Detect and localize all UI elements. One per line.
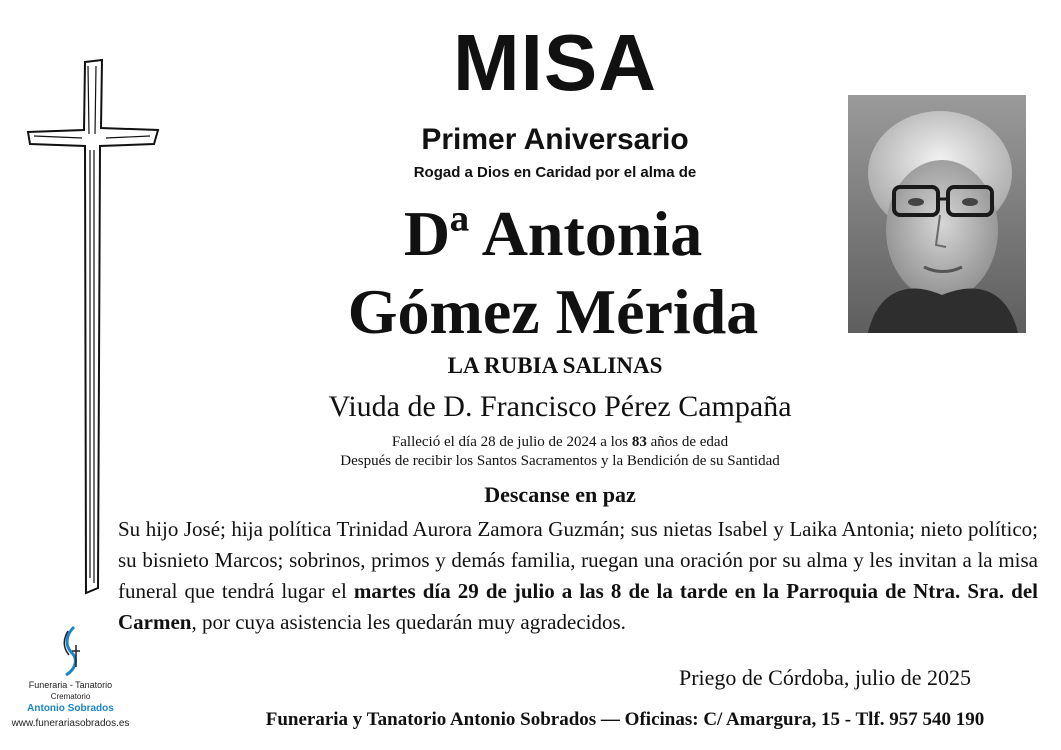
deceased-name-line1: Dª Antonia [403, 198, 703, 269]
death-info [260, 433, 860, 452]
sacraments-line: Después de recibir los Santos Sacramentos y la Bendición de su Santidad [340, 453, 780, 469]
rest-in-peace: Descanse en paz [484, 482, 636, 507]
prayer-line: Rogad a Dios en Caridad por el alma de [413, 164, 697, 181]
website-link[interactable]: www.funerariasobrados.es [11, 718, 130, 729]
nickname: LA RUBIA SALINAS [447, 353, 663, 378]
subtitle: Primer Aniversario [421, 123, 689, 156]
family-message [118, 514, 1038, 638]
message-part1: Su hijo José; hija política Trinidad Aurora Zamora Guzmán; sus nietas Isabel y Laika Antonia; nieto político; su bisnieto Marcos; sobrinos, primos y demás familia, ruegan una oración por su alma y les invitan a la misa funeral que tendrá lugar el [118, 517, 1038, 603]
age: 83 [631, 434, 647, 450]
logo-line2: Crematorio [50, 692, 91, 701]
logo-line1: Funeraria - Tanatorio [28, 680, 113, 690]
message-part2: , por cuya asistencia les quedarán muy agradecidos. [191, 610, 626, 634]
heading-misa: MISA [453, 18, 657, 107]
mass-details: martes día 29 de julio a las 8 de la tarde en la Parroquia de Ntra. Sra. del Carmen [118, 579, 1039, 634]
logo-mark-icon [56, 625, 86, 677]
death-suffix: años de edad [650, 434, 729, 450]
widow-of: Viuda de D. Francisco Pérez Campaña [328, 390, 792, 423]
funeral-home-logo [8, 625, 133, 740]
death-prefix: Falleció el día 28 de julio de 2024 a los [391, 434, 629, 450]
logo-line3: Antonio Sobrados [27, 703, 114, 714]
footer-contact: Funeraria y Tanatorio Antonio Sobrados — Oficinas: C/ Amargura, 15 - Tlf. 957 540 190 [265, 709, 985, 730]
portrait-photo [848, 95, 1026, 333]
deceased-name-line2: Gómez Mérida [347, 276, 759, 347]
place-date: Priego de Córdoba, julio de 2025 [678, 665, 972, 690]
